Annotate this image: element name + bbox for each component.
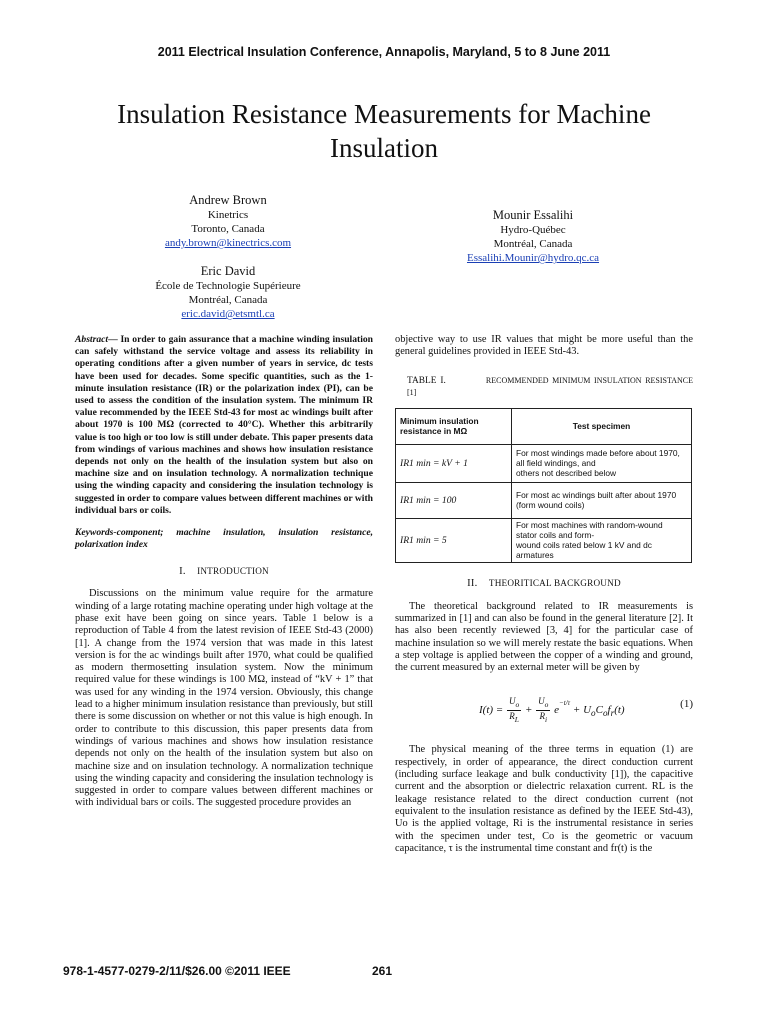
author-block — [430, 207, 636, 265]
section-title: THEORITICAL BACKGROUND — [488, 578, 621, 589]
author-email-link[interactable]: Essalihi.Mounir@hydro.qc.ca — [466, 252, 600, 264]
equation-number: (1) — [680, 698, 693, 711]
table-cell-line: For most windings made before about 1970, — [516, 447, 680, 458]
section-number: I. — [179, 566, 186, 578]
table-row — [396, 483, 692, 519]
table-cell-line: wound coils rated below 1 kV and dc — [516, 539, 652, 550]
table-row — [396, 445, 692, 483]
table-cell-specimen — [512, 445, 692, 483]
section-heading — [395, 577, 693, 590]
table-cell-line: armatures — [516, 549, 554, 560]
author-location: Montréal, Canada — [188, 294, 268, 306]
table-cell-line: all field windings, and — [516, 457, 596, 468]
author-location: Toronto, Canada — [191, 223, 265, 235]
equation — [395, 682, 693, 734]
equation-body: I(t) = $\frac{U_o}{R_L}$ + $\frac{U_o}{R_i}$ $e^{-t/\tau} + U_oC_of_r(t)$ — [479, 696, 625, 725]
section-title: INTRODUCTION — [197, 566, 269, 577]
author-email-link[interactable]: andy.brown@kinectrics.com — [164, 237, 292, 249]
table-cell-formula: IR1 min = 100 — [396, 483, 512, 519]
author-name: Eric David — [200, 264, 256, 278]
author-org: Hydro-Québec — [500, 224, 566, 236]
paragraph: Discussions on the minimum value require for the armature winding of a large rotating machine operating under high voltage at the phase exit have been going on since years. Table 1 below is a reproduction of Table 4 from the latest revision of IEEE Std-43 (2000) [1]. A change from the 1974 version that was made in this latest version is for the ac windings built after 1970, what could be qualified as modern thermosetting insulation system. Now the minimum required value for these windings is 100 MΩ, instead of “kV + 1” that was used for any winding in the 1974 version. Obviously, this change lead to a higher minimum insulation resistance than previously, but still there is some discussion on whether or not this value is high enough. In order to contribute to this discussion, this paper presents data from windings of various machines and shows how insulation resistance depends not only on the health of the insulation system but also on machine size and on insulation technology. A normalization technique using the winding capacity and considering the insulation technology is suggested in order to compare values between different machines or with individual bars or coils. The suggested procedure provides an — [75, 588, 373, 809]
table-label: TABLE I. — [407, 375, 446, 386]
table-cell-formula: IR1 min = kV + 1 — [396, 445, 512, 483]
keywords: Keywords-component; machine insulation, insulation resistance, polarixation index — [75, 527, 373, 551]
author-location: Montréal, Canada — [493, 238, 573, 250]
table-cell-line: others not described below — [516, 467, 617, 478]
table-cell-line: (form wound coils) — [516, 499, 585, 510]
author-email-link[interactable]: eric.david@etsmtl.ca — [181, 308, 275, 320]
paragraph: The physical meaning of the three terms in equation (1) are respectively, in order of appearance, the direct conduction current (including surface leakage and bulk conductivity [1]), the capacitive current and the absorption or dielectric relaxation current. RL is the leakage resistance related to the direct conduction current (not equivalent to the insulation resistance as defined by the IEEE Std-43), Uo is the applied voltage, Ri is the instrumental resistance in series with the specimen under test, Co is the geometric or vacuum capacitance, τ is the instrumental time constant and fr(t) is the — [395, 744, 693, 854]
table-cell-formula: IR1 min = 5 — [396, 519, 512, 563]
footer-isbn: 978-1-4577-0279-2/11/$26.00 ©2011 IEEE — [63, 964, 291, 978]
right-column — [395, 334, 693, 855]
table-row — [396, 519, 692, 563]
ir-table — [395, 408, 692, 563]
table-cell-line: For most ac windings built after about 1970 — [516, 489, 677, 500]
page-number: 261 — [372, 964, 393, 978]
author-name: Andrew Brown — [189, 193, 267, 207]
author-block — [118, 263, 338, 321]
table-cell-specimen — [512, 483, 692, 519]
section-number: II. — [467, 578, 478, 590]
abstract — [75, 334, 373, 517]
table-cell-line: For most machines with random-wound — [516, 520, 663, 531]
section-heading — [75, 565, 373, 578]
table-caption — [407, 375, 693, 400]
abstract-text: — In order to gain assurance that a machine winding insulation can safely withstand the service voltage and assess its reliability in operating conditions after a given number of years in service, dc tests have been used for decades. Some specific quantities, such as the 1-minute insulation resistance (IR) or the polarization index (PI), can be used to assess the condition of the insulation system. The minimum IR value recommended by the IEEE Std-43 for most ac windings built after about 1970 is 100 MΩ (corrected to 40°C). Whether this arbitrarily value is too high or too low is still under debate. This paper presents data from windings of various machines and shows how insulation resistance depends not only on the health of the insulation system but also on machine size and on insulation technology. A normalization technique using the winding capacity and considering the insulation technology is suggested in order to compare values between different machines or with individual bars or coils. — [75, 334, 373, 516]
conference-header: 2011 Electrical Insulation Conference, Annapolis, Maryland, 5 to 8 June 2011 — [157, 45, 611, 59]
paragraph: objective way to use IR values that might be more useful than the general guidelines provided in IEEE Std-43. — [395, 334, 693, 358]
table-cell-specimen — [512, 519, 692, 563]
author-org: École de Technologie Supérieure — [155, 280, 301, 292]
author-name: Mounir Essalihi — [492, 208, 574, 222]
table-header-cell: Minimum insulation resistance in MΩ — [396, 409, 512, 445]
paragraph: The theoretical background related to IR measurements is summarized in [1] and can also be found in the general literature [2]. It has also been recently reviewed [3, 4] for the particular case of machine insulation so we will merely restate the basic equations. When a step voltage is applied between the copper of a winding and ground, the current measured by an external meter will be given by — [395, 600, 693, 674]
table-title: RECOMMENDED MINIMUM INSULATION RESISTANCE [1] — [407, 375, 694, 397]
left-column — [75, 334, 373, 810]
author-block — [128, 192, 328, 250]
author-org: Kinetrics — [207, 209, 249, 221]
table-header-cell: Test specimen — [512, 409, 692, 445]
table-header-row — [396, 409, 692, 445]
abstract-lead: Abstract — [75, 334, 109, 345]
table-cell-line: stator coils and form- — [516, 529, 595, 540]
paper-title: Insulation Resistance Measurements for Machine Insulation — [117, 99, 651, 163]
